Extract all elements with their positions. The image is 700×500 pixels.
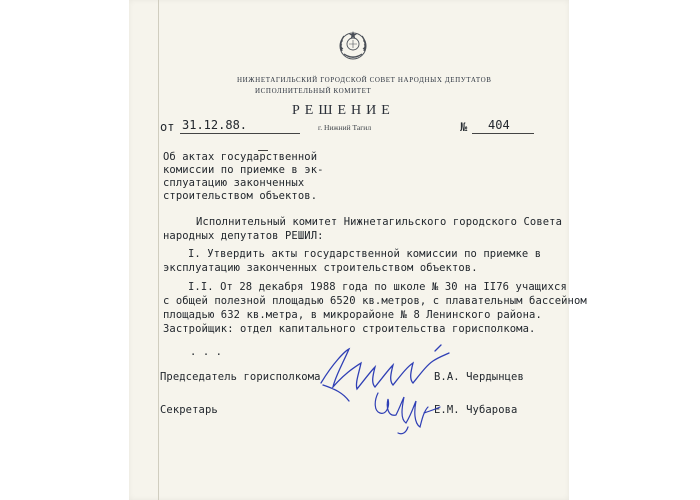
item-1-1-line: площадью 632 кв.метра, в микрорайоне № 8 Ленинского района. (163, 309, 542, 321)
item-1-line: эксплуатацию законченных строительством объектов. (163, 262, 478, 274)
number-underline (472, 133, 534, 134)
subject-line: сплуатацию законченных (163, 177, 305, 189)
committee-name: ИСПОЛНИТЕЛЬНЫЙ КОМИТЕТ (255, 87, 372, 95)
chairman-title: Председатель горисполкома (160, 371, 321, 383)
item-1-1-line: с общей полезной площадью 6520 кв.метров, с плавательным бассейном (163, 295, 587, 307)
decision-date: 31.12.88. (182, 118, 248, 132)
date-underline (180, 133, 300, 134)
secretary-name: Е.М. Чубарова (434, 404, 518, 416)
ussr-emblem-icon (336, 29, 370, 63)
page-fold-line (158, 0, 159, 500)
item-1-1-line: I.I. От 28 декабря 1988 года по школе № 30 на II76 учащихся (188, 281, 567, 293)
subject-line: Об актах государственной (163, 151, 318, 163)
subject-line: комиссии по приемке в эк- (163, 164, 324, 176)
number-label: № (460, 120, 468, 134)
omission-ellipsis: . . . (190, 346, 223, 358)
preamble-line: Исполнительный комитет Нижнетагильского городского Совета (196, 216, 563, 228)
chairman-name: В.А. Чердынцев (434, 371, 524, 383)
date-prefix: от (160, 120, 175, 134)
document-title: РЕШЕНИЕ (292, 103, 395, 118)
council-name: НИЖНЕТАГИЛЬСКИЙ ГОРОДСКОЙ СОВЕТ НАРОДНЫХ ДЕПУТАТОВ (237, 76, 492, 84)
preamble-line: народных депутатов РЕШИЛ: (163, 230, 324, 242)
subject-line: строительством объектов. (163, 190, 318, 202)
secretary-title: Секретарь (160, 404, 218, 416)
item-1-line: I. Утвердить акты государственной комиссии по приемке в (188, 248, 542, 260)
place-name: г. Нижний Тагил (318, 123, 372, 132)
secretary-signature-icon (368, 383, 443, 438)
decision-number: 404 (488, 118, 510, 132)
item-1-1-line: Застройщик: отдел капитального строительства горисполкома. (163, 323, 536, 335)
